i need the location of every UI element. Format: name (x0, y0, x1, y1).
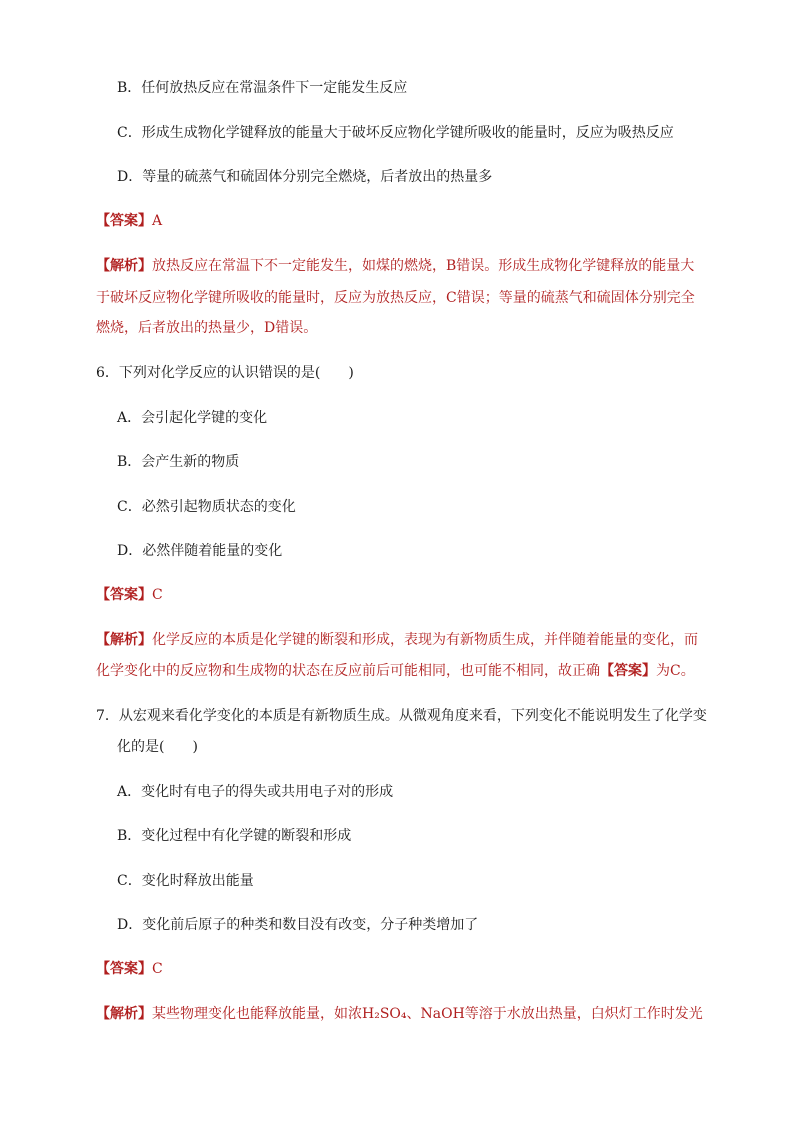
q6-analysis-line-2 (96, 661, 706, 681)
q6-option-b: B．会产生新的物质 (117, 454, 240, 470)
q7-option-d: D．变化前后原子的种类和数目没有改变，分子种类增加了 (117, 917, 479, 933)
analysis-text: 某些物理变化也能释放能量，如浓H₂SO₄、NaOH等溶于水放出热量，白炽灯工作时发光 (152, 1006, 703, 1022)
q7-stem-line-1: 7．从宏观来看化学变化的本质是有新物质生成。从微观角度来看，下列变化不能说明发生了化学变 (96, 708, 707, 724)
analysis-text: 为C。 (656, 663, 695, 679)
analysis-label: 【解析】 (96, 1006, 152, 1022)
answer-value: C (152, 961, 163, 977)
q7-answer (96, 959, 706, 979)
q6-option-a: A．会引起化学键的变化 (117, 410, 268, 426)
answer-value: A (152, 213, 163, 229)
q5-analysis-line-3: 燃烧，后者放出的热量少，D错误。 (96, 320, 318, 336)
analysis-text: 化学变化中的反应物和生成物的状态在反应前后可能相同，也可能不相同，故正确 (96, 663, 600, 679)
answer-label-inline: 【答案】 (600, 663, 656, 679)
q5-analysis-line-1 (96, 256, 706, 276)
q5-option-d: D．等量的硫蒸气和硫固体分别完全燃烧，后者放出的热量多 (117, 169, 493, 185)
answer-label: 【答案】 (96, 961, 152, 977)
q6-analysis-line-1 (96, 630, 706, 650)
q6-answer (96, 585, 706, 605)
q5-option-c: C．形成生成物化学键释放的能量大于破坏反应物化学键所吸收的能量时，反应为吸热反应 (117, 125, 674, 141)
q7-option-c: C．变化时释放出能量 (117, 873, 254, 889)
q7-stem-line-2: 化的是( ) (117, 739, 198, 755)
analysis-text: 放热反应在常温下不一定能发生，如煤的燃烧，B错误。形成生成物化学键释放的能量大 (152, 258, 695, 274)
analysis-text: 化学反应的本质是化学键的断裂和形成，表现为有新物质生成，并伴随着能量的变化，而 (152, 632, 698, 648)
answer-label: 【答案】 (96, 587, 152, 603)
q5-analysis-line-2: 于破坏反应物化学键所吸收的能量时，反应为放热反应，C错误；等量的硫蒸气和硫固体分别完全 (96, 290, 695, 306)
answer-value: C (152, 587, 163, 603)
q7-option-a: A．变化时有电子的得失或共用电子对的形成 (117, 784, 394, 800)
analysis-label: 【解析】 (96, 632, 152, 648)
analysis-label: 【解析】 (96, 258, 152, 274)
q7-analysis-line-1 (96, 1004, 706, 1024)
q6-stem: 6．下列对化学反应的认识错误的是( ) (96, 365, 354, 381)
q6-option-c: C．必然引起物质状态的变化 (117, 499, 296, 515)
q6-option-d: D．必然伴随着能量的变化 (117, 543, 283, 559)
q5-answer (96, 211, 706, 231)
q7-option-b: B．变化过程中有化学键的断裂和形成 (117, 828, 352, 844)
answer-label: 【答案】 (96, 213, 152, 229)
q5-option-b: B．任何放热反应在常温条件下一定能发生反应 (117, 80, 408, 96)
